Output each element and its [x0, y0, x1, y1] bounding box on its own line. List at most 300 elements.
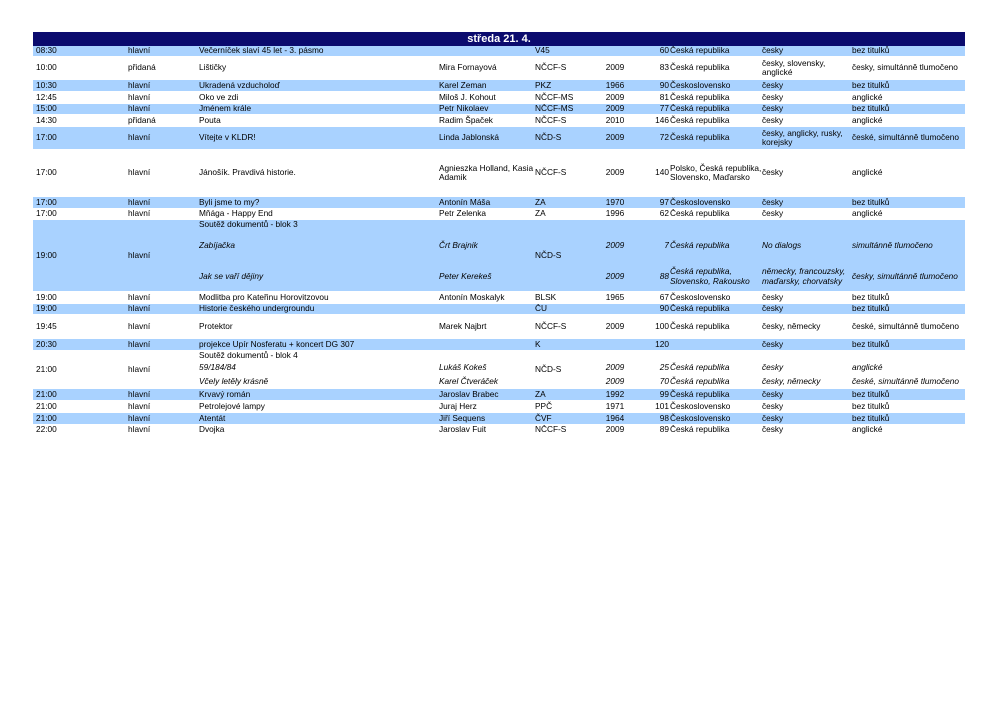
- cell-text: hlavní: [128, 292, 151, 302]
- cell-code: [535, 315, 595, 338]
- cell-sec: [128, 351, 196, 388]
- cell-film: [199, 375, 437, 389]
- cell-len: [635, 375, 669, 389]
- cell-text: česky, slovensky, anglické: [762, 57, 826, 77]
- cell-lang: [762, 413, 852, 424]
- cell-text: bez titulků: [852, 46, 890, 56]
- cell-text: česky: [762, 104, 784, 114]
- cell-year: [595, 361, 635, 375]
- cell-text: 12:45: [36, 92, 57, 102]
- cell-lang: [762, 375, 852, 389]
- cell-text: NČD-S: [535, 249, 562, 260]
- cell-text: 2009: [605, 270, 625, 281]
- cell-sub: [852, 339, 965, 350]
- cell-text: Česká republika: [670, 104, 730, 114]
- cell-lang: [762, 261, 852, 292]
- cell-time: [36, 315, 96, 338]
- cell-text: 146: [655, 115, 669, 125]
- cell-text: Jaroslav Brabec: [439, 389, 499, 399]
- cell-dir: [439, 339, 535, 350]
- cell-text: V45: [535, 46, 550, 56]
- cell-ctry: [670, 361, 762, 375]
- cell-code: [535, 104, 595, 114]
- cell-text: 1996: [605, 209, 625, 219]
- cell-text: hlavní: [128, 389, 151, 399]
- cell-text: Mira Fornayová: [439, 62, 497, 73]
- cell-text: BLSK: [535, 292, 557, 302]
- cell-text: Zabíjačka: [199, 239, 235, 250]
- cell-sec: [128, 315, 196, 338]
- cell-sec: [128, 80, 196, 91]
- cell-text: 2010: [605, 115, 625, 125]
- cell-text: Česká republika: [670, 320, 730, 331]
- cell-text: Protektor: [199, 320, 233, 331]
- cell-text: 2009: [605, 376, 625, 387]
- cell-ctry: [670, 304, 762, 314]
- cell-year: [595, 413, 635, 424]
- cell-film: [199, 339, 437, 350]
- cell-lang: [762, 389, 852, 400]
- cell-text: K: [535, 339, 541, 349]
- cell-code: [535, 401, 595, 412]
- cell-time: [36, 389, 96, 400]
- cell-time: [36, 304, 96, 314]
- cell-year: [595, 389, 635, 400]
- cell-time: [36, 292, 96, 303]
- cell-text: bez titulků: [852, 413, 890, 423]
- cell-sub: [852, 413, 965, 424]
- cell-time: [36, 57, 96, 79]
- cell-text: německy, francouzsky, maďarsky, chorvatsky: [762, 266, 846, 286]
- cell-dir: [439, 413, 535, 424]
- cell-len: [635, 230, 669, 261]
- cell-year: [595, 127, 635, 149]
- cell-code: [535, 115, 595, 126]
- cell-text: hlavní: [128, 46, 151, 56]
- cell-text: anglické: [852, 167, 883, 178]
- cell-text: 21:00: [36, 389, 57, 399]
- cell-lang: [762, 304, 852, 314]
- cell-sub: [852, 115, 965, 126]
- cell-text: 98: [659, 413, 669, 423]
- cell-text: 1966: [605, 80, 625, 90]
- cell-text: 90: [659, 304, 669, 314]
- cell-text: Črt Brajnik: [439, 239, 478, 250]
- cell-text: Večerníček slaví 45 let - 3. pásmo: [199, 46, 324, 56]
- cell-text: Československo: [670, 197, 731, 207]
- cell-text: Česká republika: [670, 209, 730, 219]
- cell-code: [535, 389, 595, 400]
- cell-len: [635, 104, 669, 114]
- cell-text: 67: [659, 292, 669, 302]
- cell-text: 17:00: [36, 132, 57, 143]
- table-row: [33, 150, 965, 197]
- cell-film: [199, 92, 437, 103]
- cell-text: 1965: [605, 292, 625, 302]
- cell-sec: [128, 339, 196, 350]
- cell-film: [199, 127, 437, 149]
- cell-text: česky: [762, 401, 784, 411]
- cell-text: Agnieszka Holland, Kasia Adamik: [439, 162, 534, 182]
- cell-text: česky: [762, 389, 784, 399]
- cell-len: [635, 361, 669, 375]
- cell-text: hlavní: [128, 80, 151, 90]
- cell-dir: [439, 361, 535, 375]
- cell-text: přidaná: [128, 115, 156, 125]
- cell-text: Antonín Moskalyk: [439, 292, 505, 302]
- cell-sec: [128, 389, 196, 400]
- cell-text: 17:00: [36, 209, 57, 219]
- day-title: středa 21. 4.: [33, 32, 965, 46]
- cell-text: Modlitba pro Kateřinu Horovitzovou: [199, 292, 329, 302]
- cell-text: Lukáš Kokeš: [439, 362, 487, 373]
- cell-text: No dialogs: [762, 239, 802, 250]
- cell-code: [535, 304, 595, 314]
- cell-text: 14:30: [36, 115, 57, 125]
- cell-text: Jánošík. Pravdivá historie.: [199, 167, 296, 178]
- cell-year: [595, 209, 635, 219]
- cell-text: 59/184/84: [199, 362, 236, 373]
- cell-ctry: [670, 315, 762, 338]
- cell-text: 72: [659, 132, 669, 143]
- cell-dir: [439, 261, 535, 292]
- cell-film: [199, 261, 437, 292]
- cell-text: NČCF-MS: [535, 92, 574, 102]
- cell-dir: [439, 401, 535, 412]
- cell-sec: [128, 104, 196, 114]
- cell-ctry: [670, 292, 762, 303]
- cell-text: anglické: [852, 92, 883, 102]
- cell-text: Soutěž dokumentů - blok 3: [199, 220, 298, 229]
- cell-year: [595, 80, 635, 91]
- cell-text: česky: [762, 304, 784, 314]
- cell-text: Vítejte v KLDR!: [199, 132, 256, 143]
- cell-text: 10:30: [36, 80, 57, 90]
- cell-text: bez titulků: [852, 401, 890, 411]
- cell-text: hlavní: [128, 249, 151, 260]
- cell-film: [199, 361, 437, 375]
- cell-text: Československo: [670, 292, 731, 302]
- cell-text: 60: [659, 46, 669, 56]
- cell-text: Česká republika: [670, 239, 730, 250]
- cell-sec: [128, 127, 196, 149]
- cell-sec: [128, 115, 196, 126]
- cell-ctry: [670, 104, 762, 114]
- cell-text: hlavní: [128, 197, 151, 207]
- cell-lang: [762, 361, 852, 375]
- cell-text: Historie českého undergroundu: [199, 304, 315, 314]
- cell-text: Antonín Máša: [439, 197, 491, 207]
- cell-sec: [128, 413, 196, 424]
- cell-len: [635, 57, 669, 79]
- cell-sec: [128, 92, 196, 103]
- cell-text: Jménem krále: [199, 104, 252, 114]
- cell-text: hlavní: [128, 425, 151, 435]
- cell-lang: [762, 57, 852, 79]
- cell-sec: [128, 425, 196, 435]
- cell-time: [36, 339, 96, 350]
- cell-text: česky: [762, 115, 784, 125]
- cell-text: 100: [655, 320, 669, 331]
- cell-text: anglické: [852, 115, 883, 125]
- cell-sub: [852, 209, 965, 219]
- cell-sec: [128, 197, 196, 208]
- cell-text: česky, anglicky, rusky, korejsky: [762, 127, 843, 147]
- cell-lang: [762, 104, 852, 114]
- cell-text: bez titulků: [852, 80, 890, 90]
- cell-text: Petrolejové lampy: [199, 401, 265, 411]
- cell-year: [595, 425, 635, 435]
- cell-text: ČVF: [535, 413, 552, 423]
- cell-text: 17:00: [36, 197, 57, 207]
- cell-text: česky, simultánně tlumočeno: [852, 62, 958, 73]
- cell-text: Miloš J. Kohout: [439, 92, 496, 102]
- cell-ctry: [670, 425, 762, 435]
- cell-film: [199, 401, 437, 412]
- cell-year: [595, 230, 635, 261]
- cell-time: [36, 209, 96, 219]
- cell-ctry: [670, 127, 762, 149]
- cell-dir: [439, 115, 535, 126]
- cell-text: 2009: [605, 239, 625, 250]
- cell-text: 83: [659, 62, 669, 73]
- cell-film: [199, 209, 437, 219]
- cell-text: Mňága - Happy End: [199, 209, 273, 219]
- cell-ctry: [670, 57, 762, 79]
- cell-film: [199, 57, 437, 79]
- cell-film: [199, 197, 437, 208]
- cell-len: [635, 150, 669, 196]
- cell-text: ZA: [535, 389, 546, 399]
- cell-film: [199, 304, 437, 314]
- cell-text: 81: [659, 92, 669, 102]
- cell-text: 19:45: [36, 320, 57, 331]
- cell-len: [635, 46, 669, 56]
- cell-text: bez titulků: [852, 104, 890, 114]
- table-row: [33, 57, 965, 80]
- cell-text: Krvavý román: [199, 389, 251, 399]
- cell-text: Petr Nikolaev: [439, 104, 489, 114]
- cell-text: NČCF-MS: [535, 104, 574, 114]
- cell-time: [36, 46, 96, 56]
- cell-text: hlavní: [128, 209, 151, 219]
- cell-year: [595, 46, 635, 56]
- cell-sec: [128, 292, 196, 303]
- cell-text: ČU: [535, 304, 547, 314]
- cell-text: česky, německy: [762, 376, 821, 387]
- cell-text: Oko ve zdi: [199, 92, 239, 102]
- table-row: [33, 315, 965, 339]
- table-row: [33, 209, 965, 220]
- cell-lang: [762, 209, 852, 219]
- cell-text: 7: [664, 239, 669, 250]
- table-row: [33, 127, 965, 150]
- cell-text: 97: [659, 197, 669, 207]
- cell-sec: [128, 401, 196, 412]
- cell-text: NČCF-S: [535, 115, 567, 125]
- cell-text: NČCF-S: [535, 320, 567, 331]
- cell-text: Česká republika: [670, 389, 730, 399]
- cell-text: Peter Kerekeš: [439, 270, 492, 281]
- cell-text: české, simultánně tlumočeno: [852, 132, 959, 143]
- cell-text: přidaná: [128, 62, 156, 73]
- cell-dir: [439, 150, 535, 196]
- cell-text: ZA: [535, 209, 546, 219]
- cell-lang: [762, 46, 852, 56]
- cell-code: [535, 80, 595, 91]
- cell-len: [635, 389, 669, 400]
- cell-ctry: [670, 375, 762, 389]
- cell-lang: [762, 425, 852, 435]
- cell-ctry: [670, 80, 762, 91]
- cell-text: Česká republika, Slovensko, Rakousko: [670, 266, 750, 286]
- cell-dir: [439, 315, 535, 338]
- cell-time: [36, 351, 96, 388]
- table-row: [33, 401, 965, 413]
- cell-film: [199, 150, 437, 196]
- cell-year: [595, 339, 635, 350]
- cell-text: 21:00: [36, 413, 57, 423]
- cell-text: 2009: [605, 62, 625, 73]
- cell-len: [635, 339, 669, 350]
- cell-lang: [762, 292, 852, 303]
- cell-dir: [439, 46, 535, 56]
- cell-sub: [852, 292, 965, 303]
- cell-film: [199, 389, 437, 400]
- cell-ctry: [670, 92, 762, 103]
- cell-dir: [439, 104, 535, 114]
- cell-text: česky: [762, 92, 784, 102]
- cell-text: česky, simultánně tlumočeno: [852, 270, 958, 281]
- cell-text: 08:30: [36, 46, 57, 56]
- table-row: [33, 351, 965, 389]
- cell-lang: [762, 92, 852, 103]
- cell-code: [535, 413, 595, 424]
- cell-text: Soutěž dokumentů - blok 4: [199, 351, 298, 360]
- cell-text: hlavní: [128, 304, 151, 314]
- cell-text: 90: [659, 80, 669, 90]
- cell-len: [635, 292, 669, 303]
- cell-code: [535, 150, 595, 196]
- cell-code: [535, 46, 595, 56]
- table-row: [33, 304, 965, 315]
- cell-lang: [762, 197, 852, 208]
- cell-len: [635, 209, 669, 219]
- cell-text: bez titulků: [852, 304, 890, 314]
- schedule-table: [33, 46, 965, 436]
- cell-text: hlavní: [128, 339, 151, 349]
- cell-text: české, simultánně tlumočeno: [852, 376, 959, 387]
- cell-text: NČD-S: [535, 132, 562, 143]
- cell-text: 88: [659, 270, 669, 281]
- cell-text: 20:30: [36, 339, 57, 349]
- cell-dir: [439, 209, 535, 219]
- cell-text: 1992: [605, 389, 625, 399]
- cell-text: ZA: [535, 197, 546, 207]
- cell-text: Ukradená vzducholoď: [199, 80, 280, 90]
- cell-len: [635, 315, 669, 338]
- cell-time: [36, 197, 96, 208]
- cell-text: 10:00: [36, 62, 57, 73]
- cell-lang: [762, 150, 852, 196]
- cell-year: [595, 150, 635, 196]
- cell-dir: [439, 304, 535, 314]
- cell-sec: [128, 150, 196, 196]
- cell-text: hlavní: [128, 413, 151, 423]
- cell-sub: [852, 375, 965, 389]
- cell-len: [635, 115, 669, 126]
- cell-text: česky: [762, 209, 784, 219]
- cell-text: česky: [762, 339, 784, 349]
- cell-text: 1964: [605, 413, 625, 423]
- cell-dir: [439, 197, 535, 208]
- cell-text: hlavní: [128, 401, 151, 411]
- cell-text: Československo: [670, 80, 731, 90]
- cell-text: česky: [762, 80, 784, 90]
- cell-lang: [762, 230, 852, 261]
- schedule-sheet: [33, 32, 965, 436]
- cell-sub: [852, 389, 965, 400]
- cell-text: hlavní: [128, 132, 151, 143]
- cell-time: [36, 220, 96, 291]
- cell-code: [535, 351, 595, 388]
- cell-film: [199, 292, 437, 303]
- table-row: [33, 220, 965, 292]
- cell-film: [199, 104, 437, 114]
- cell-text: Karel Zeman: [439, 80, 487, 90]
- cell-time: [36, 127, 96, 149]
- cell-text: 70: [659, 376, 669, 387]
- table-row: [33, 339, 965, 351]
- cell-text: Jiří Sequens: [439, 413, 486, 423]
- cell-text: Česká republika: [670, 62, 730, 73]
- cell-text: Česká republika: [670, 304, 730, 314]
- cell-text: Radim Špaček: [439, 115, 493, 125]
- cell-code: [535, 339, 595, 350]
- cell-ctry: [670, 150, 762, 196]
- cell-text: Marek Najbrt: [439, 320, 487, 331]
- cell-text: Česká republika: [670, 46, 730, 56]
- cell-text: 77: [659, 104, 669, 114]
- cell-text: hlavní: [128, 320, 151, 331]
- cell-text: hlavní: [128, 104, 151, 114]
- table-row: [33, 115, 965, 127]
- cell-time: [36, 150, 96, 196]
- cell-text: Karel Čtveráček: [439, 376, 499, 387]
- cell-text: Česká republika: [670, 115, 730, 125]
- cell-code: [535, 209, 595, 219]
- cell-sec: [128, 46, 196, 56]
- cell-dir: [439, 389, 535, 400]
- cell-sub: [852, 127, 965, 149]
- table-row: [33, 197, 965, 209]
- cell-text: 25: [659, 362, 669, 373]
- cell-text: 1971: [605, 401, 625, 411]
- cell-text: 2009: [605, 425, 625, 435]
- cell-film: [199, 413, 437, 424]
- cell-sec: [128, 57, 196, 79]
- cell-text: Česká republika: [670, 132, 730, 143]
- cell-text: bez titulků: [852, 389, 890, 399]
- cell-ctry: [670, 197, 762, 208]
- cell-time: [36, 413, 96, 424]
- cell-sub: [852, 425, 965, 435]
- cell-text: Česká republika: [670, 376, 730, 387]
- cell-code: [535, 292, 595, 303]
- cell-film: [199, 315, 437, 338]
- cell-len: [635, 401, 669, 412]
- cell-code: [535, 197, 595, 208]
